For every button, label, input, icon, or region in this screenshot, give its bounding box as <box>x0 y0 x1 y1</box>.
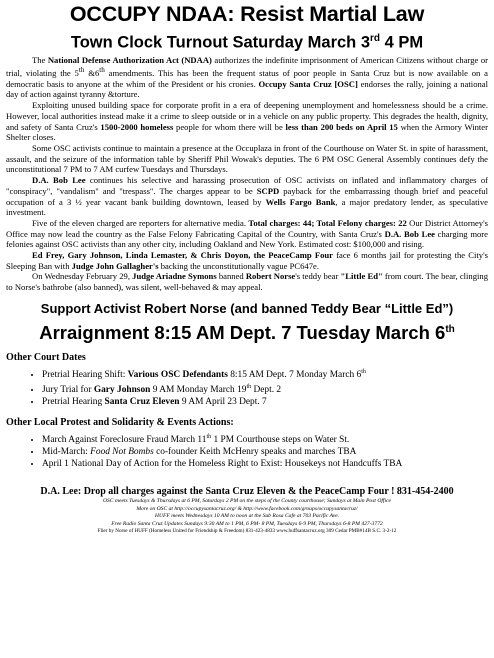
item-sup: th <box>206 434 212 441</box>
p4-bold: D.A. Bob Lee <box>32 175 86 186</box>
item-bold: Various OSC Defendants <box>127 370 228 381</box>
p5-text: charging more felonies against OSC activists than any other city, including Oakland and New York. Estimated cost: $100,000 and rising. <box>6 228 488 250</box>
paragraph-da-lee <box>6 175 488 218</box>
list-item <box>42 366 488 381</box>
list-item <box>42 431 488 446</box>
p1-bold-ndaa: National Defense Authorization Act (NDAA) <box>47 54 212 65</box>
p4-text: payback for the embarrassing though brief and peaceful occupation of a 3 ½ year vacant bank building downtown, leased by <box>6 185 488 207</box>
item-text: co-founder Keith McHenry speaks and marches TBA <box>153 447 357 458</box>
item-sup: th <box>361 368 366 375</box>
p6-text: backing the unconstitutionally vague PC647e. <box>158 260 319 271</box>
actions-list <box>6 431 488 470</box>
p4-bold: SCPD <box>256 185 280 196</box>
item-text: Mid-March: <box>42 447 91 458</box>
flyer-body <box>6 55 488 293</box>
subtitle-main: Town Clock Turnout Saturday March 3 <box>70 33 371 52</box>
item-text: 1 PM Courthouse steps on Water St. <box>211 435 350 446</box>
footer-line-credit: Flier by Norse of HUFF (Homeless United for Friendship & Freedom) 831-423-4833 www.huffsantacruz.org 309 Cedar PMB#14B S.C. 3-2-12 <box>97 528 397 535</box>
p2-text: Exploiting unused building space for corporate profit in a era of deepening unemployment and homelessness should be a crime. However, local authorities instead make it a crime to sleep outside or in a vehicle on any public property. This degrades the health, dignity, and safety of Santa Cruz's <box>6 100 488 132</box>
list-item <box>42 396 488 408</box>
item-text: Dept. 2 <box>251 385 282 396</box>
item-bold: Gary Johnson <box>93 385 151 396</box>
p2-text: when the Armory Winter Shelter closes. <box>6 121 488 143</box>
list-item <box>42 446 488 458</box>
item-text: Pretrial Hearing <box>42 397 105 408</box>
p1-text: authorizes the indefinite imprisonment of American Citizens without charge or trial, violating the 5 <box>6 54 488 79</box>
p5-bold: Total charges: 44; Total Felony charges: 22 <box>248 217 407 228</box>
p2-bold: less than 200 beds on April 15 <box>285 121 398 132</box>
footer-text: More on <box>136 505 157 512</box>
p7-bold: Robert Norse <box>245 271 296 282</box>
p1-text: amendments. This has been the frequent status of poor people in Santa Cruz but is now available on a democratic basis to anyone at the whim of the President or his cronies. <box>6 68 488 89</box>
list-item <box>42 458 488 470</box>
p7-text: from court. The bear, clinging to Norse's bathrobe (also banned), was silent, well-behaved & may appeal. <box>6 271 489 293</box>
item-bold: Santa Cruz Eleven <box>104 397 180 408</box>
paragraph-charges <box>6 218 488 250</box>
p2-bold: 1500-2000 homeless <box>100 121 174 132</box>
item-text: 8:15 AM Dept. 7 Monday March 6 <box>227 370 362 381</box>
paragraph-homeless <box>6 100 488 143</box>
p3-text: Some OSC activists continue to maintain a presence at the Occuplaza in front of the Courthouse on Water St. in spite of harassment, assault, and the seizure of the information table by Sheriff Phil Wowak's deputies. The 6 PM OSC General Assembly continues defy the unconstitutional 7 PM to 7 AM curfew Tuesdays and Thursdays. <box>6 142 488 175</box>
flyer-subtitle <box>6 29 488 53</box>
footer-text: meets Wednesdays 10 AM to noon at the Sub Rosa Cafe at 703 Pacific Ave. <box>169 513 340 520</box>
p2-text: people for whom there will be <box>173 121 286 132</box>
p1-text: endorses the rally, joining a national day of action against tyranny &torture. <box>6 78 488 100</box>
court-dates-heading: Other Court Dates <box>6 351 86 363</box>
item-text: 9 AM April 23 Dept. 7 <box>179 397 267 408</box>
arraignment-heading <box>6 319 488 343</box>
subtitle-end: 4 PM <box>380 33 424 52</box>
support-heading: Support Activist Robert Norse (and banned Teddy Bear “Little Ed”) <box>40 300 454 316</box>
p1-sup: th <box>99 66 105 75</box>
p1-sup: th <box>78 66 85 75</box>
item-text: 9 AM Monday March 19 <box>150 385 247 396</box>
paragraph-occuplaza <box>6 143 488 175</box>
p1-text: &6 <box>84 68 100 79</box>
item-text: Jury Trial for <box>42 385 94 396</box>
flyer-title: OCCUPY NDAA: Resist Martial Law <box>69 2 425 26</box>
paragraph-peacecamp <box>6 250 488 271</box>
p5-text: Our District Attorney's Office may now lead the country as the False Felony Fabricating Capital of the Country, with Santa Cruz's <box>6 217 488 239</box>
item-italic: Food Not Bombs <box>90 447 154 458</box>
p4-text: continues his selective and harassing prosecution of OSC activists on inflated and inflammatory charges of "conspiracy", "vandalism" and "trespass". The charges appear to be <box>6 175 488 196</box>
p1-bold-osc: Occupy Santa Cruz [OSC] <box>258 78 358 89</box>
paragraph-ndaa <box>6 55 488 101</box>
p6-bold: Judge John Gallagher's <box>71 260 159 271</box>
footer-line-huff <box>6 513 488 521</box>
p1-text: The <box>32 54 48 65</box>
footer-text: OSC <box>156 505 168 512</box>
arraignment-sup: th <box>445 323 455 335</box>
p6-text: face 6 months jail for protesting the City's Sleeping Ban with <box>6 250 488 271</box>
p5-text: Five of the eleven charged are reporters for alternative media. <box>32 217 249 228</box>
p6-bold: Ed Frey, Gary Johnson, Linda Lemaster, & Chris Doyon, the PeaceCamp Four <box>32 250 333 261</box>
arraignment-main: Arraignment 8:15 AM Dept. 7 Tuesday March 6 <box>39 321 446 343</box>
subtitle-sup: rd <box>370 33 381 44</box>
paragraph-teddy-bear <box>6 271 488 292</box>
item-text: April 1 National Day of Action for the Homeless Right to Exist: Housekeys not Handcuffs TBA <box>42 459 403 470</box>
actions-heading: Other Local Protest and Solidarity & Events Actions: <box>6 417 234 429</box>
p7-bold: Judge Ariadne Symons <box>132 271 217 282</box>
p7-bold: "Little Ed" <box>340 271 383 282</box>
flyer-page <box>0 3 494 658</box>
p7-text: 's teddy bear <box>295 271 341 282</box>
footer-italic: HUFF <box>154 513 170 520</box>
p7-text: On Wednesday February 29, <box>32 271 133 282</box>
item-text: March Against Foreclosure Fraud March 11 <box>42 435 207 446</box>
footer-line-osc-meets <box>6 498 488 506</box>
footer-italic: Free Radio Santa Cruz <box>111 520 163 527</box>
da-demand-line: D.A. Lee: Drop all charges against the Santa Cruz Eleven & the PeaceCamp Four ! 831-454-2400 <box>40 486 454 498</box>
p4-bold: Wells Fargo Bank <box>265 196 336 207</box>
footer-link[interactable]: at http://occupysantacruz.org/ & http://www.facebook.com/groups/occupysantacruz/ <box>167 505 358 512</box>
p7-text: banned <box>216 271 246 282</box>
footer-text: OSC meets Tuesdays & Thursdays at 6 PM, Saturdays 2 PM on the steps of the County courthouse; Sundays at Main Post Office <box>102 498 391 505</box>
list-item <box>42 381 488 396</box>
footer-text: Updates Sundays 9:30 AM to 1 PM, 6 PM- 8 PM, Tuesdays 6-9 PM, Thursdays 6-8 PM 427-3772 <box>162 520 383 527</box>
p4-text: , a major predatory lender, as speculative investment. <box>6 196 488 218</box>
court-dates-list <box>6 366 488 408</box>
item-text: Pretrial Hearing Shift: <box>42 370 128 381</box>
item-sup: th <box>246 384 252 391</box>
p5-bold: D.A. Bob Lee <box>384 228 435 239</box>
